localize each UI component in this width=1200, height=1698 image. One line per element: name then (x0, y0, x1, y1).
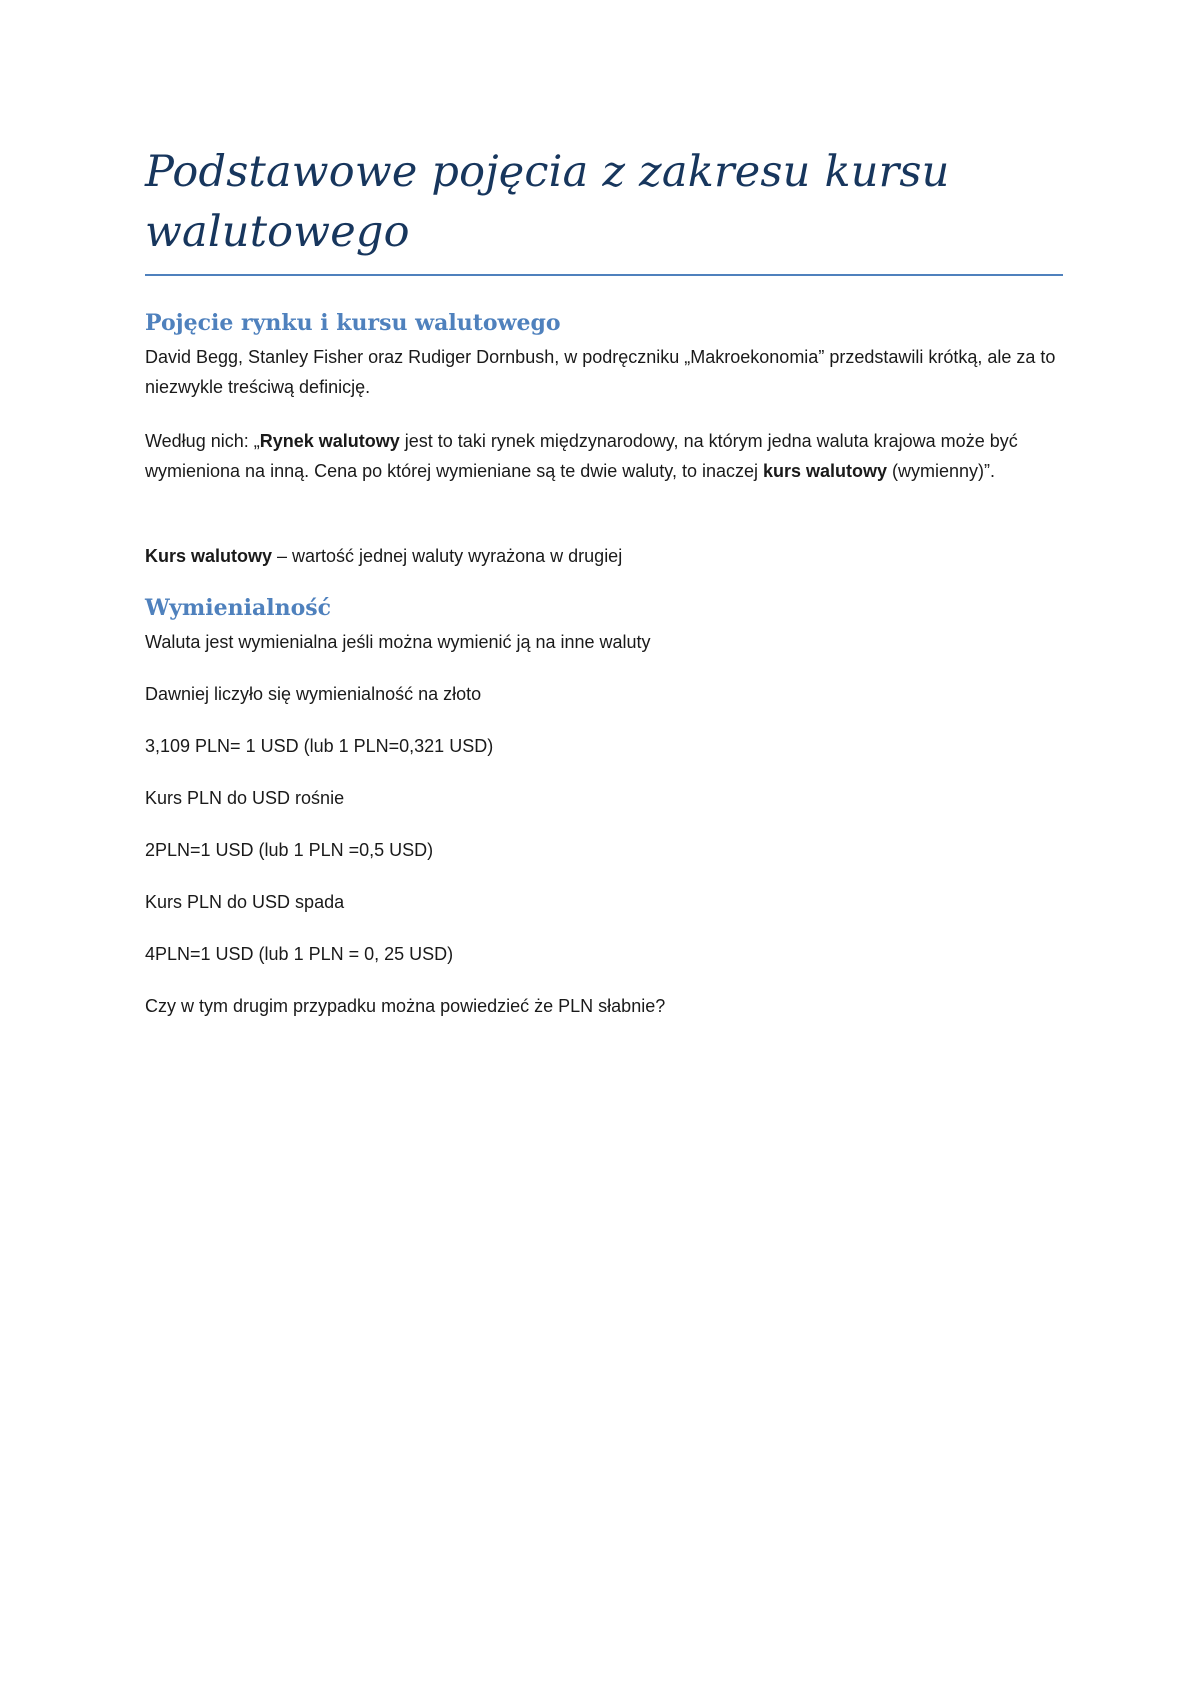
definition-quote-paragraph (145, 426, 1063, 486)
convertibility-line: 3,109 PLN= 1 USD (lub 1 PLN=0,321 USD) (145, 736, 494, 756)
document-title: Podstawowe pojęcia z zakresu kursu walutowego (145, 147, 950, 257)
term-rynek-walutowy: Rynek walutowy (259, 431, 400, 451)
convertibility-line: Dawniej liczyło się wymienialność na złoto (145, 684, 482, 704)
quote-body: jest to taki rynek międzynarodowy, na którym jedna waluta krajowa może być wymieniona na inną. Cena po której wymieniane są te dwie waluty, to inaczej (145, 431, 1018, 481)
convertibility-line: Kurs PLN do USD spada (145, 892, 345, 912)
section-heading-market: Pojęcie rynku i kursu walutowego (145, 310, 561, 336)
definition-text: – wartość jednej waluty wyrażona w drugiej (272, 546, 623, 566)
convertibility-line: 4PLN=1 USD (lub 1 PLN = 0, 25 USD) (145, 944, 454, 964)
section-heading-convertibility: Wymienialność (145, 595, 332, 621)
convertibility-line: 2PLN=1 USD (lub 1 PLN =0,5 USD) (145, 840, 434, 860)
quote-lead: Według nich: „ (145, 431, 260, 451)
convertibility-line: Kurs PLN do USD rośnie (145, 788, 345, 808)
convertibility-line: Waluta jest wymienialna jeśli można wymienić ją na inne waluty (145, 632, 651, 652)
title-underline (145, 274, 1063, 276)
term-kurs-walutowy: kurs walutowy (763, 461, 888, 481)
intro-paragraph: David Begg, Stanley Fisher oraz Rudiger Dornbush, w podręczniku „Makroekonomia” przedstawili krótką, ale za to niezwykle treściwą definicję. (145, 347, 1056, 397)
convertibility-question: Czy w tym drugim przypadku można powiedzieć że PLN słabnie? (145, 996, 666, 1016)
quote-tail: (wymienny)”. (887, 461, 996, 481)
exchange-rate-definition (145, 541, 1063, 571)
definition-term: Kurs walutowy (145, 546, 273, 566)
